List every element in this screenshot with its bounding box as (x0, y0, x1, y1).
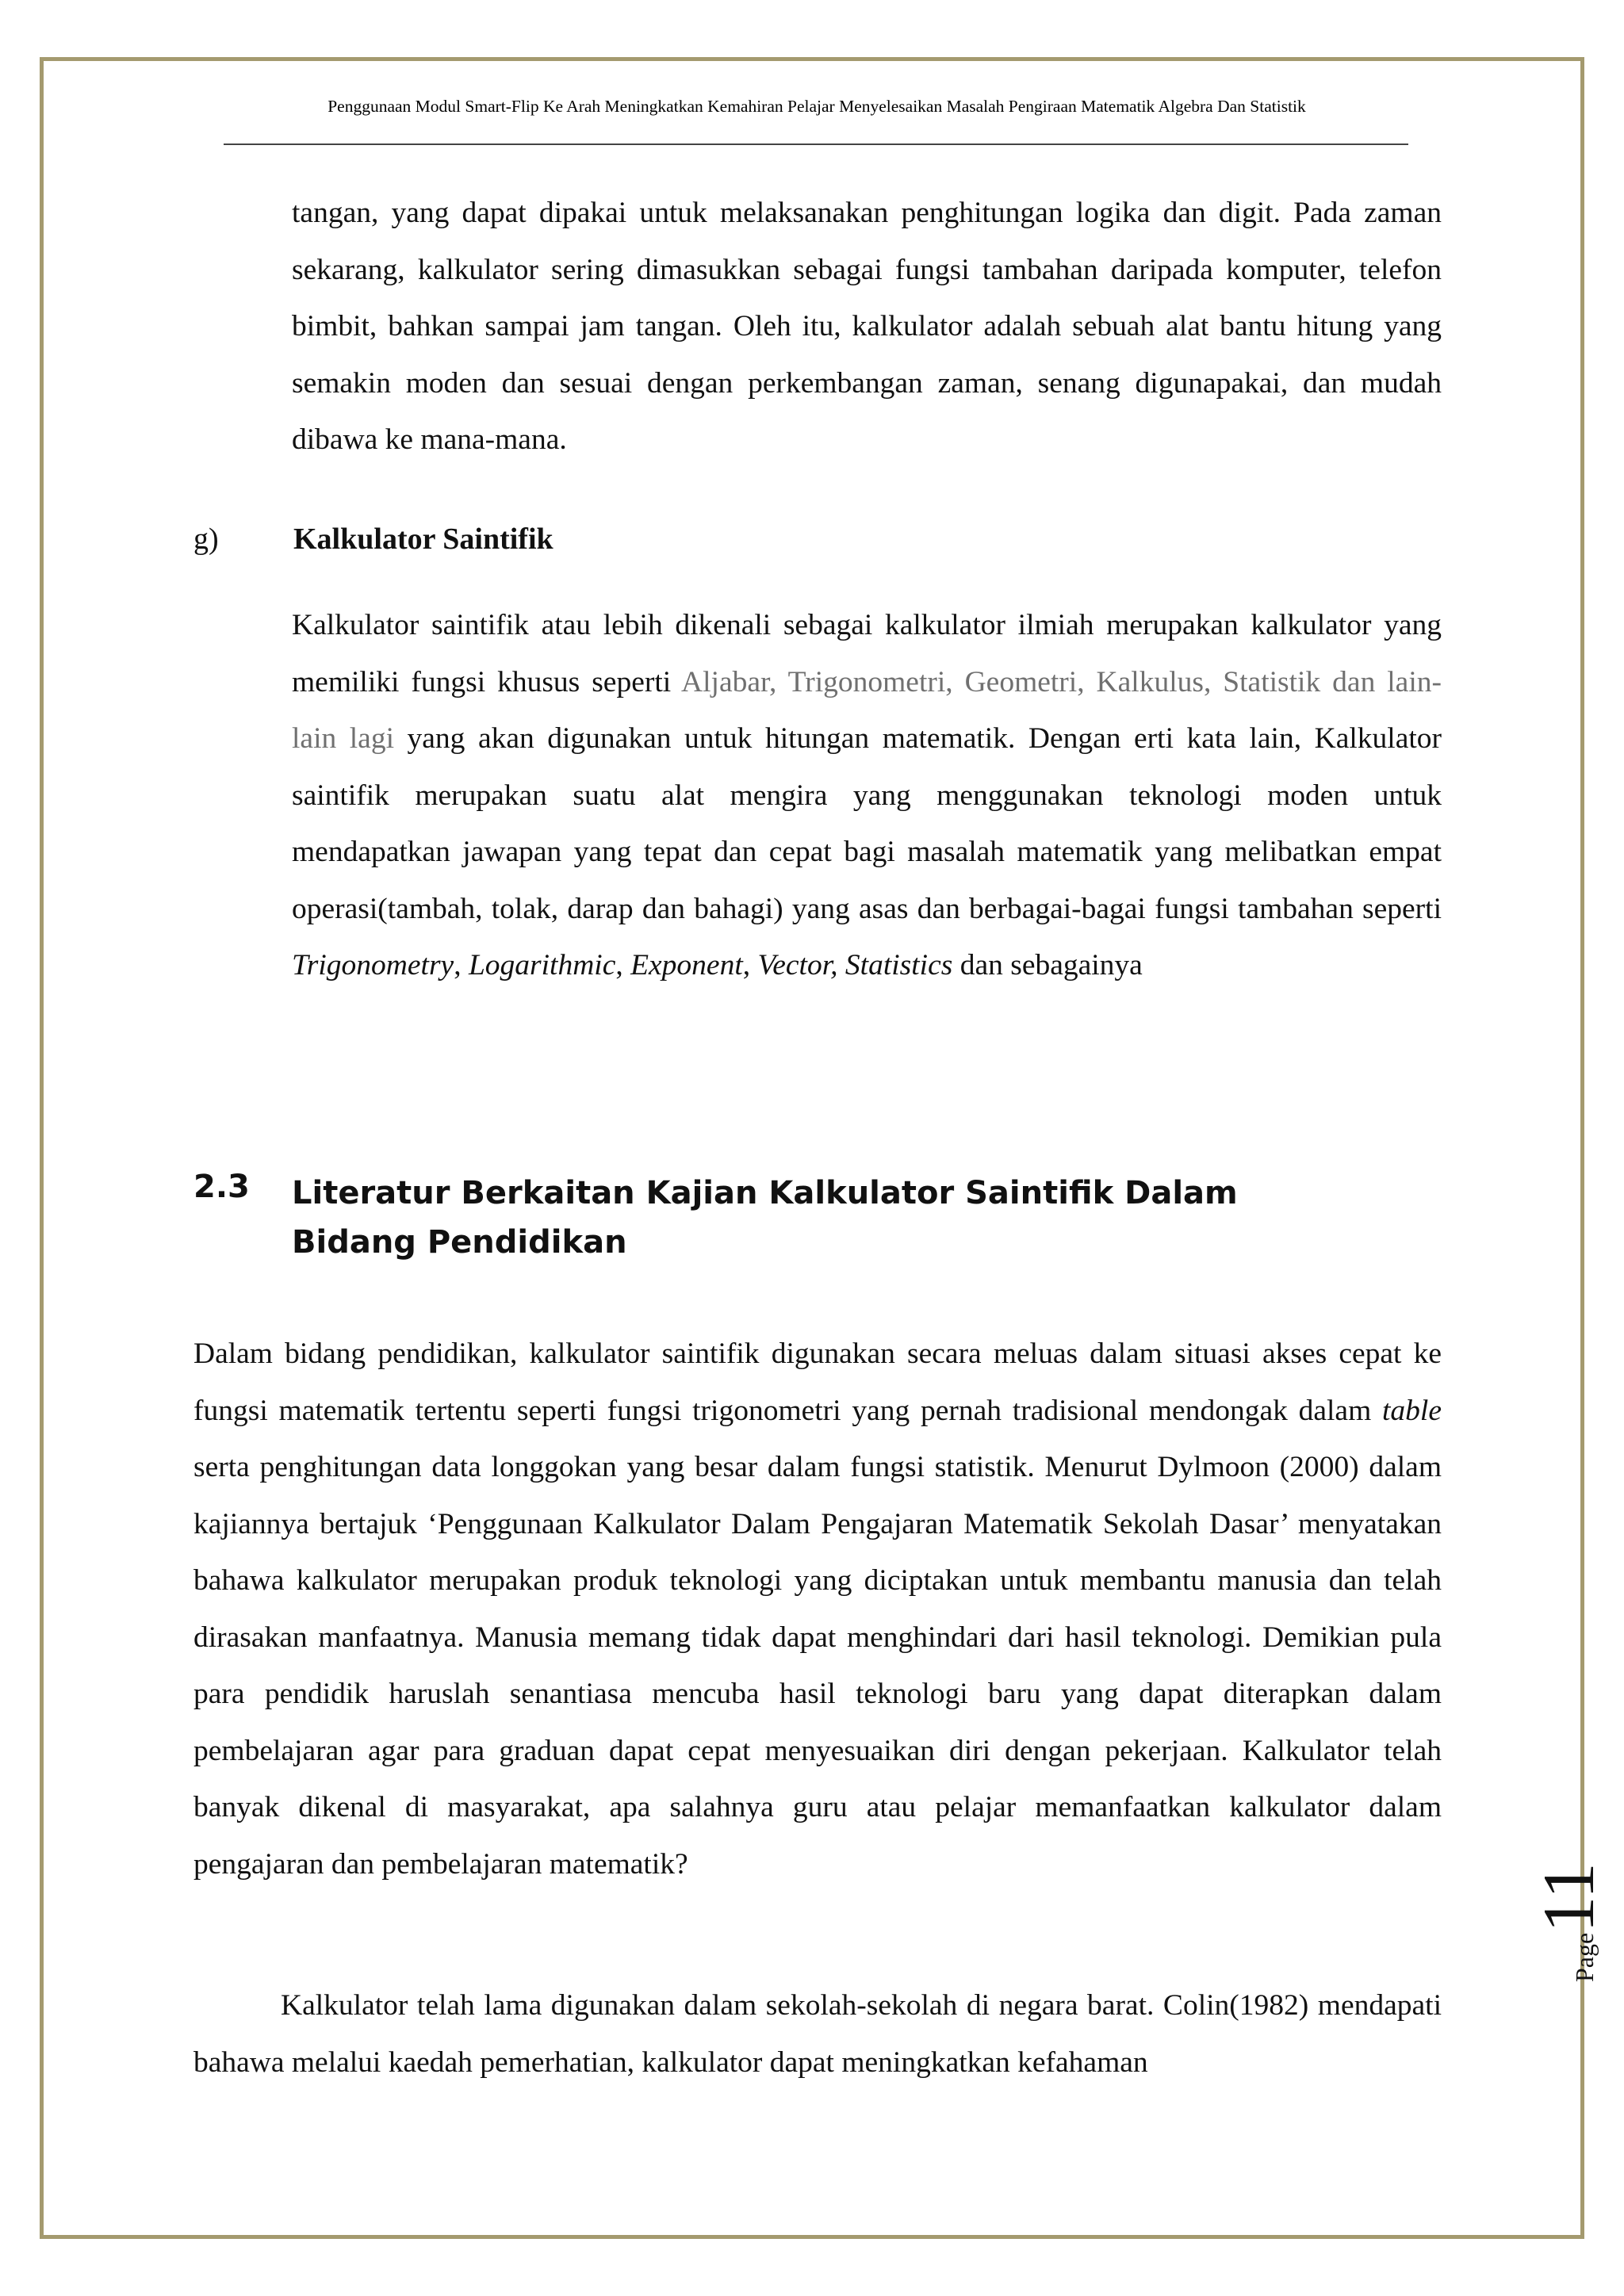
text-run: yang akan digunakan untuk hitungan matematik. Dengan erti kata lain, Kalkulator saintifik merupakan suatu alat mengira yang menggunakan teknologi moden untuk mendapatkan jawapan yang tepat dan cepat bagi masalah matematik yang melibatkan empat operasi(tambah, tolak, darap dan bahagi) yang asas dan berbagai-bagai fungsi tambahan seperti (292, 722, 1442, 925)
text-run: Kalkulator saintifik atau lebih dikenali sebagai kalkulator ilmiah merupakan kalkulator yang memiliki fungsi khusus seperti (292, 609, 1442, 698)
text-run: dan sebagainya (952, 949, 1143, 982)
page-label: Page (1570, 1932, 1599, 1982)
text-run: Dalam bidang pendidikan, kalkulator saintifik digunakan secara meluas dalam situasi akses cepat ke fungsi matematik tertentu seperti fungsi trigonometri yang pernah tradisional mendongak dalam (193, 1337, 1442, 1427)
section-number: 2.3 (193, 1169, 250, 1205)
paragraph-western-schools (193, 1977, 1442, 2091)
running-header: Penggunaan Modul Smart-Flip Ke Arah Meningkatkan Kemahiran Pelajar Menyelesaikan Masalah Pengiraan Matematik Algebra Dan Statistik (327, 97, 1306, 116)
header-rule (224, 144, 1408, 145)
separator: , (742, 949, 758, 982)
separator: , (615, 949, 631, 982)
italic-term: Exponent (630, 949, 743, 982)
text-run: serta penghitungan data longgokan yang besar dalam fungsi statistik. Menurut Dylmoon (2000) dalam kajiannya bertajuk ‘Penggunaan Kalkulator Dalam Pengajaran Matematik Sekolah Dasar’ menyatakan bahawa kalkulator merupakan produk teknologi yang diciptakan untuk membantu manusia dan telah dirasakan manfaatnya. Manusia memang tidak dapat menghindari dari hasil teknologi. Demikian pula para pendidik haruslah senantiasa mencuba hasil teknologi baru yang dapat diterapkan dalam pembelajaran agar para graduan dapat cepat menyesuaikan diri dengan pekerjaan. Kalkulator telah banyak dikenal di masyarakat, apa salahnya guru atau pelajar memanfaatkan kalkulator dalam pengajaran dan pembelajaran matematik? (193, 1451, 1442, 1881)
page-digits: 11 (1528, 1862, 1609, 1933)
italic-term: table (1382, 1394, 1442, 1427)
subsection-label: g) (193, 522, 219, 556)
italic-term: Vector, Statistics (757, 949, 953, 982)
paragraph-scientific-calculator (292, 597, 1442, 994)
separator: , (454, 949, 469, 982)
italic-term: Logarithmic (468, 949, 616, 982)
text-run: Kalkulator telah lama digunakan dalam sekolah-sekolah di negara barat. Colin(1982) mendapati bahawa melalui kaedah pemerhatian, kalkulator dapat meningkatkan kefahaman (193, 1989, 1442, 2079)
paragraph-calculator-intro-continued: tangan, yang dapat dipakai untuk melaksanakan penghitungan logika dan digit. Pada zaman sekarang, kalkulator sering dimasukkan sebagai fungsi tambahan daripada komputer, telefon bimbit, bahkan sampai jam tangan. Oleh itu, kalkulator adalah sebuah alat bantu hitung yang semakin moden dan sesuai dengan perkembangan zaman, senang digunapakai, dan mudah dibawa ke mana-mana. (292, 197, 1442, 456)
italic-term: Trigonometry (292, 949, 454, 982)
section-title: Literatur Berkaitan Kajian Kalkulator Saintifik Dalam Bidang Pendidikan (292, 1175, 1238, 1261)
page-number (1526, 1862, 1611, 1982)
paragraph-education-usage (193, 1326, 1442, 1892)
highlighted-functions: Aljabar, Trigonometri, Geometri, Kalkulus, Statistik dan lain-lain lagi (292, 665, 1442, 755)
subsection-title: Kalkulator Saintifik (293, 522, 553, 556)
